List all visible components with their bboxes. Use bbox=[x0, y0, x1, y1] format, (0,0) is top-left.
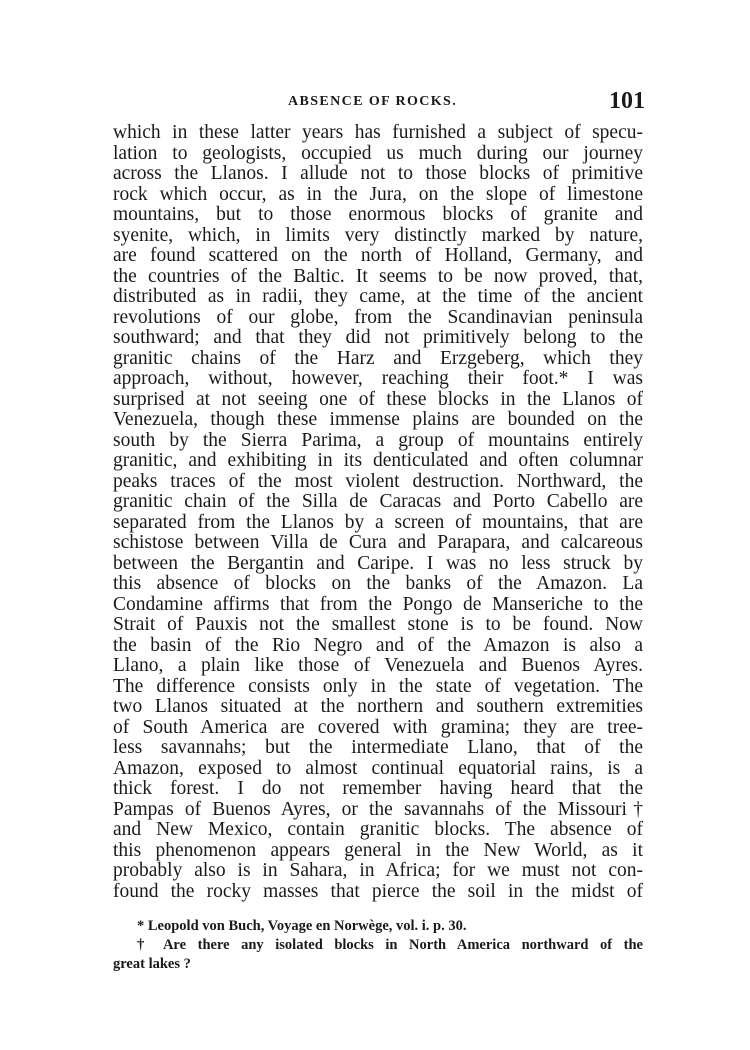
text-line: granitic, and exhibiting in its denticulated and often columnar bbox=[113, 450, 643, 471]
text-line: Llano, a plain like those of Venezuela and Buenos Ayres. bbox=[113, 655, 643, 676]
text-line: found the rocky masses that pierce the soil in the midst of bbox=[113, 880, 643, 902]
text-line: rock which occur, as in the Jura, on the slope of limestone bbox=[113, 183, 643, 205]
text-line: the basin of the Rio Negro and of the Amazon is also a bbox=[113, 634, 643, 656]
text-line: this phenomenon appears general in the New World, as it bbox=[113, 839, 643, 861]
text-line: granitic chain of the Silla de Caracas and Porto Cabello are bbox=[113, 491, 643, 512]
text-line: granitic chains of the Harz and Erzgeberg, which they bbox=[113, 347, 643, 369]
text-line: surprised at not seeing one of these blocks in the Llanos of bbox=[113, 388, 643, 410]
text-line: and New Mexico, contain granitic blocks. The absence of bbox=[113, 819, 643, 840]
text-line: Amazon, exposed to almost continual equatorial rains, is a bbox=[113, 757, 643, 779]
text-line: less savannahs; but the intermediate Llano, that of the bbox=[113, 737, 643, 758]
footnote-2-line-2: great lakes ? bbox=[113, 956, 191, 972]
text-line: south by the Sierra Parima, a group of mountains entirely bbox=[113, 429, 643, 451]
footnote-2-line-1: † Are there any isolated blocks in North America northward of the bbox=[137, 937, 643, 953]
text-line: southward; and that they did not primitively belong to the bbox=[113, 327, 643, 348]
text-line: separated from the Llanos by a screen of mountains, that are bbox=[113, 511, 643, 533]
text-line: across the Llanos. I allude not to those blocks of primitive bbox=[113, 163, 643, 184]
text-line: between the Bergantin and Caripe. I was no less struck by bbox=[113, 552, 643, 574]
running-title: ABSENCE OF ROCKS. bbox=[288, 94, 458, 109]
text-line: The difference consists only in the state of vegetation. The bbox=[113, 675, 643, 697]
text-line: this absence of blocks on the banks of the Amazon. La bbox=[113, 573, 643, 594]
text-line: probably also is in Sahara, in Africa; for we must not con- bbox=[113, 860, 643, 881]
text-line: Pampas of Buenos Ayres, or the savannahs of the Missouri† bbox=[113, 798, 643, 820]
text-line: the countries of the Baltic. It seems to be now proved, that, bbox=[113, 265, 643, 287]
text-line: distributed as in radii, they came, at the time of the ancient bbox=[113, 286, 643, 307]
text-line: two Llanos situated at the northern and southern extremities bbox=[113, 696, 643, 717]
page-number: 101 bbox=[609, 88, 645, 114]
text-line: schistose between Villa de Cura and Parapara, and calcareous bbox=[113, 532, 643, 553]
text-line: peaks traces of the most violent destruction. Northward, the bbox=[113, 470, 643, 492]
footnotes bbox=[113, 917, 643, 974]
text-line: Venezuela, though these immense plains are bounded on the bbox=[113, 409, 643, 430]
text-line: syenite, which, in limits very distinctly marked by nature, bbox=[113, 224, 643, 246]
text-line: of South America are covered with gramina; they are tree- bbox=[113, 716, 643, 738]
running-head bbox=[115, 88, 645, 118]
text-line: are found scattered on the north of Holland, Germany, and bbox=[113, 245, 643, 266]
text-line: lation to geologists, occupied us much during our journey bbox=[113, 142, 643, 164]
text-line: Strait of Pauxis not the smallest stone is to be found. Now bbox=[113, 614, 643, 635]
text-line: mountains, but to those enormous blocks of granite and bbox=[113, 204, 643, 225]
body-text bbox=[113, 123, 643, 902]
text-line: Condamine affirms that from the Pongo de Manseriche to the bbox=[113, 593, 643, 615]
text-line: approach, without, however, reaching their foot.* I was bbox=[113, 368, 643, 389]
text-line: revolutions of our globe, from the Scandinavian peninsula bbox=[113, 306, 643, 328]
text-line: which in these latter years has furnished a subject of specu- bbox=[113, 122, 643, 143]
footnote-1: * Leopold von Buch, Voyage en Norwège, vol. i. p. 30. bbox=[137, 918, 467, 934]
text-line: thick forest. I do not remember having heard that the bbox=[113, 778, 643, 799]
